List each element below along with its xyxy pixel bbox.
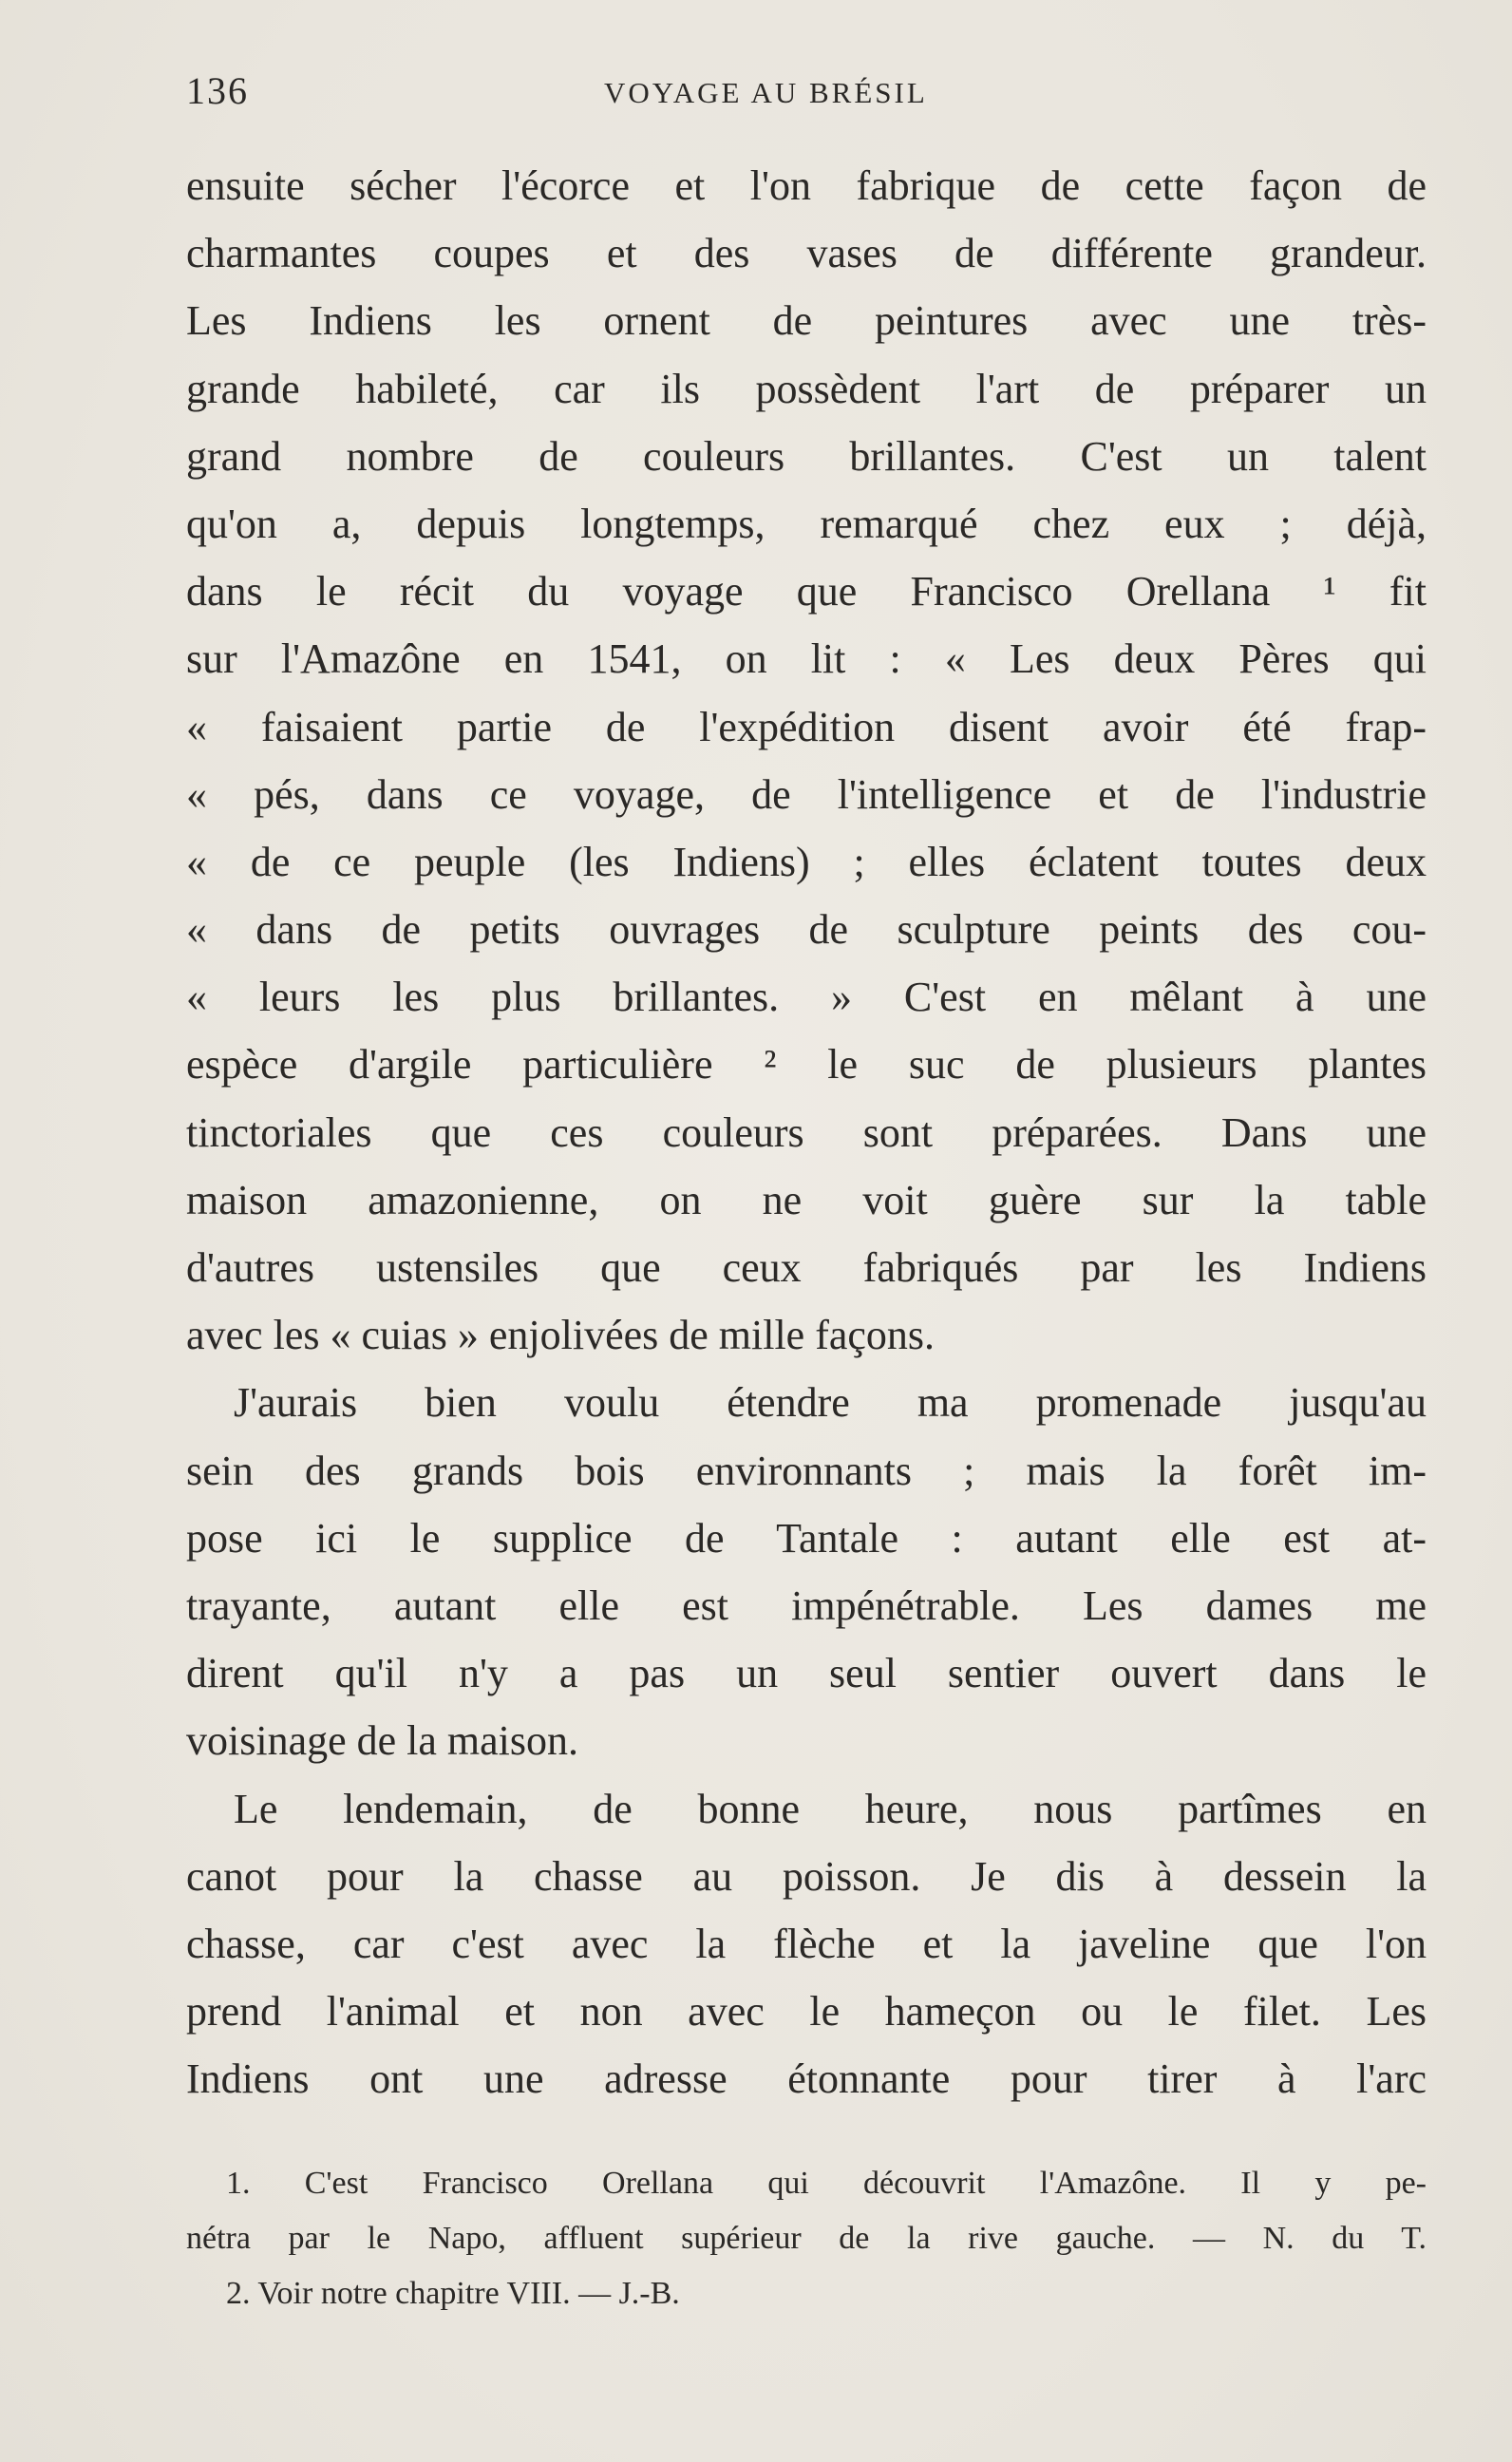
text-line: dans le récit du voyage que Francisco Orellana ¹ fit (186, 568, 1427, 616)
text-line: d'autres ustensiles que ceux fabriqués par les Indiens (186, 1244, 1427, 1291)
text-line: Indiens ont une adresse étonnante pour tirer à l'arc (186, 2055, 1427, 2103)
text-line: avec les « cuias » enjolivées de mille façons. (186, 1312, 936, 1359)
body-text (186, 152, 1427, 2112)
text-line: sur l'Amazône en 1541, on lit : « Les deux Pères qui (186, 635, 1427, 683)
text-line: « pés, dans ce voyage, de l'intelligence et de l'industrie (186, 770, 1427, 818)
text-line: « de ce peuple (les Indiens) ; elles éclatent toutes deux (186, 838, 1427, 885)
text-line: Les Indiens les ornent de peintures avec une très- (186, 297, 1427, 345)
text-line: maison amazonienne, on ne voit guère sur la table (186, 1176, 1427, 1223)
text-line: grande habileté, car ils possèdent l'art de préparer un (186, 365, 1427, 412)
text-line: « leurs les plus brillantes. » C'est en mêlant à une (186, 974, 1427, 1021)
footnote-line: nétra par le Napo, affluent supérieur de la rive gauche. — N. du T. (186, 2221, 1427, 2256)
text-line: tinctoriales que ces couleurs sont préparées. Dans une (186, 1108, 1427, 1156)
text-line: prend l'animal et non avec le hameçon ou le filet. Les (186, 1988, 1427, 2036)
text-line: sein des grands bois environnants ; mais la forêt im- (186, 1447, 1427, 1494)
text-line: grand nombre de couleurs brillantes. C'est un talent (186, 432, 1427, 480)
footnotes (186, 2156, 1427, 2321)
text-line: qu'on a, depuis longtemps, remarqué chez eux ; déjà, (186, 500, 1427, 547)
running-head: VOYAGE AU BRÉSIL (604, 76, 928, 109)
text-line: J'aurais bien voulu étendre ma promenade jusqu'au (234, 1379, 1427, 1427)
text-line: ensuite sécher l'écorce et l'on fabrique de cette façon de (186, 162, 1427, 209)
text-line: canot pour la chasse au poisson. Je dis à dessein la (186, 1852, 1427, 1900)
footnote-line: 1. C'est Francisco Orellana qui découvrit l'Amazône. Il y pe- (226, 2166, 1427, 2201)
text-line: pose ici le supplice de Tantale : autant elle est at- (186, 1514, 1427, 1562)
page-header (186, 68, 1430, 116)
text-line: « dans de petits ouvrages de sculpture peints des cou- (186, 906, 1427, 954)
text-line: « faisaient partie de l'expédition disent avoir été frap- (186, 703, 1427, 750)
text-line: trayante, autant elle est impénétrable. Les dames me (186, 1581, 1427, 1629)
text-line: espèce d'argile particulière ² le suc de plusieurs plantes (186, 1041, 1427, 1089)
footnote-line: 2. Voir notre chapitre VIII. — J.-B. (226, 2276, 680, 2311)
text-line: voisinage de la maison. (186, 1717, 579, 1765)
text-line: dirent qu'il n'y a pas un seul sentier ouvert dans le (186, 1650, 1427, 1697)
page-number: 136 (186, 69, 249, 112)
text-line: Le lendemain, de bonne heure, nous partîmes en (234, 1785, 1427, 1832)
text-line: chasse, car c'est avec la flèche et la javeline que l'on (186, 1920, 1427, 1967)
text-line: charmantes coupes et des vases de différente grandeur. (186, 230, 1427, 277)
